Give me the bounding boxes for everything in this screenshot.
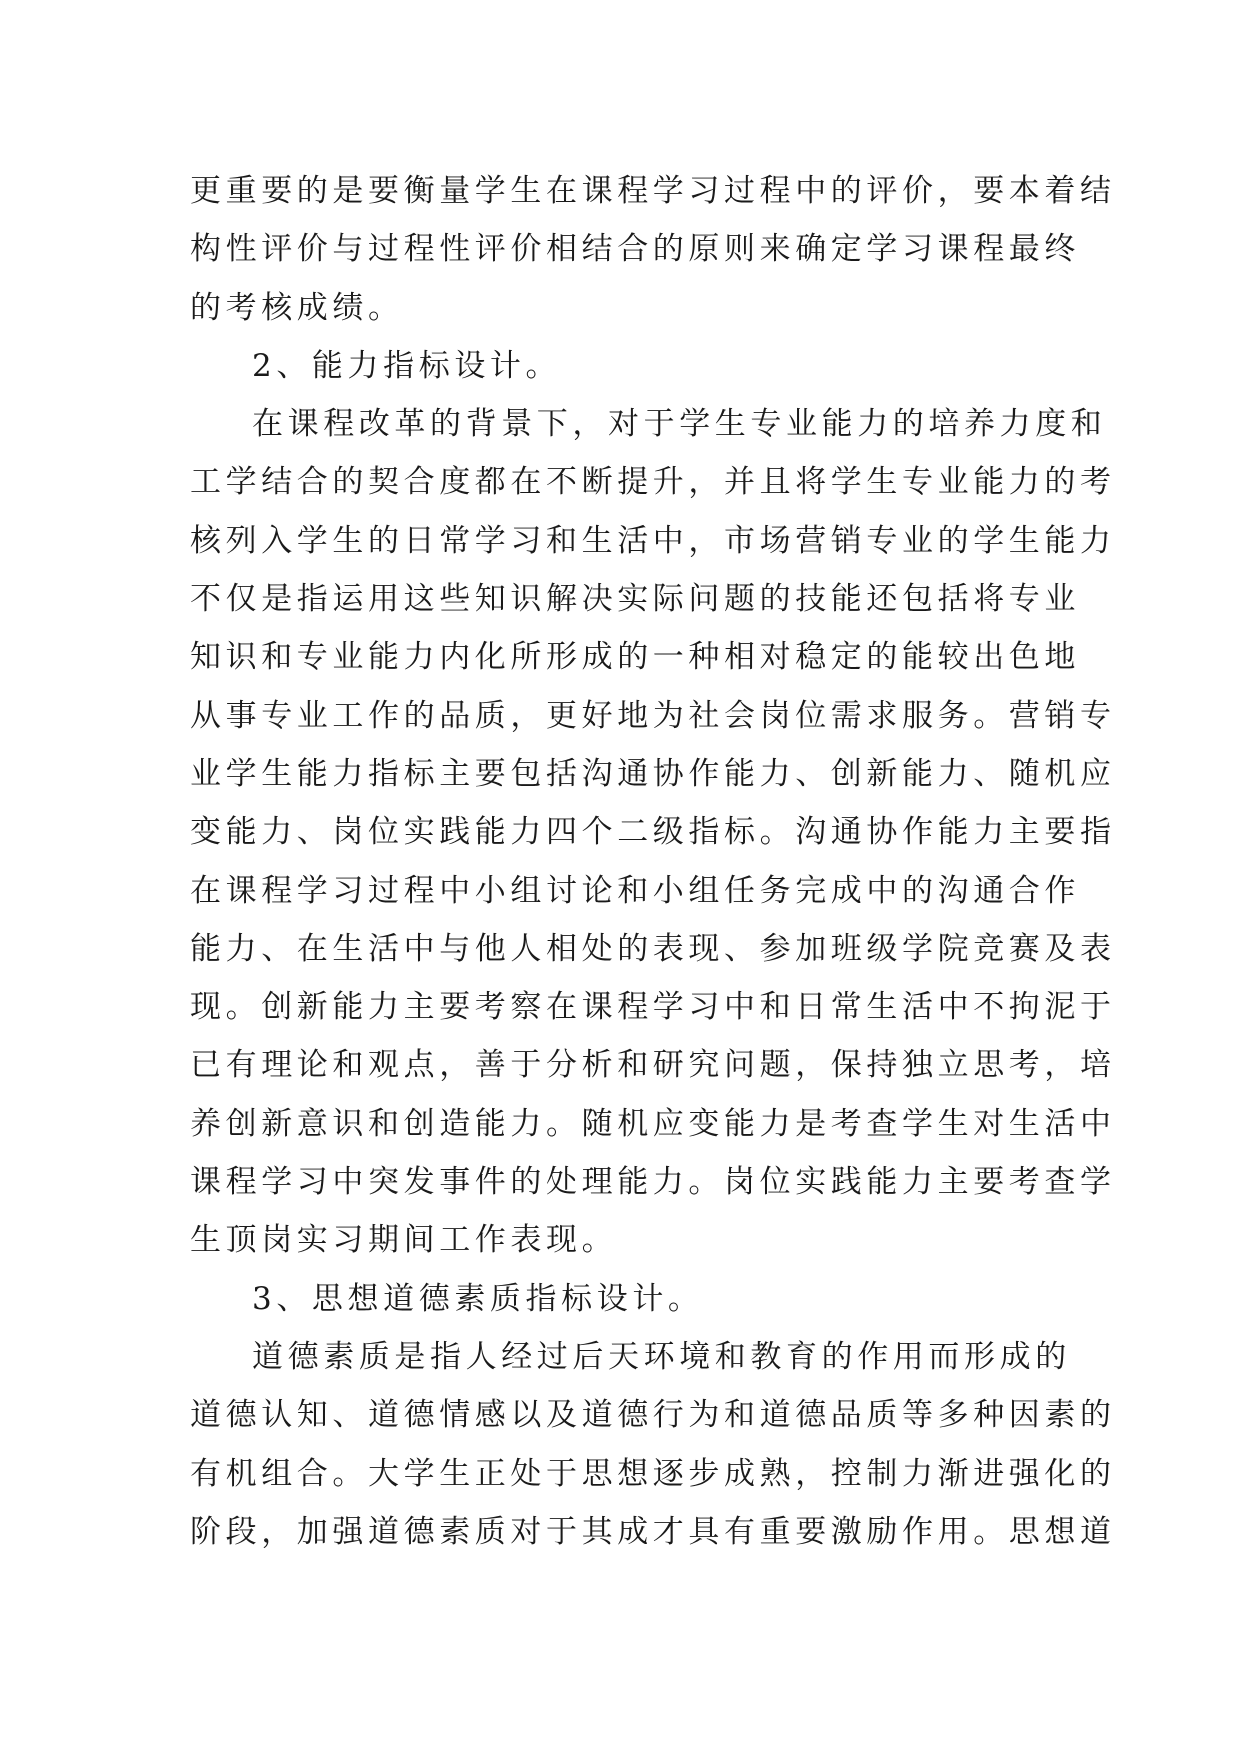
text-line: 变能力、岗位实践能力四个二级指标。沟通协作能力主要指 bbox=[190, 814, 1116, 851]
text-line: 更重要的是要衡量学生在课程学习过程中的评价，要本着结 bbox=[190, 173, 1116, 209]
text-line: 课程学习中突发事件的处理能力。岗位实践能力主要考查学 bbox=[190, 1164, 1116, 1201]
text-line: 道德认知、道德情感以及道德行为和道德品质等多种因素的 bbox=[190, 1397, 1116, 1434]
text-line: 知识和专业能力内化所形成的一种相对稳定的能较出色地 bbox=[190, 639, 1080, 676]
text-line: 不仅是指运用这些知识解决实际问题的技能还包括将专业 bbox=[190, 581, 1080, 618]
text-line: 生顶岗实习期间工作表现。 bbox=[190, 1222, 618, 1259]
text-line: 道德素质是指人经过后天环境和教育的作用而形成的 bbox=[252, 1338, 1071, 1375]
section-heading: 3、思想道德素质指标设计。 bbox=[252, 1280, 704, 1317]
section-heading: 2、能力指标设计。 bbox=[252, 347, 562, 384]
text-line: 从事专业工作的品质，更好地为社会岗位需求服务。营销专 bbox=[190, 697, 1116, 734]
text-line: 核列入学生的日常学习和生活中，市场营销专业的学生能力 bbox=[190, 522, 1116, 559]
text-line: 养创新意识和创造能力。随机应变能力是考查学生对生活中 bbox=[190, 1105, 1116, 1142]
text-line: 能力、在生活中与他人相处的表现、参加班级学院竞赛及表 bbox=[190, 930, 1116, 967]
text-line: 阶段，加强道德素质对于其成才具有重要激励作用。思想道 bbox=[190, 1513, 1116, 1550]
text-line: 有机组合。大学生正处于思想逐步成熟，控制力渐进强化的 bbox=[190, 1455, 1116, 1492]
text-line: 工学结合的契合度都在不断提升，并且将学生专业能力的考 bbox=[190, 464, 1116, 501]
text-line: 在课程改革的背景下，对于学生专业能力的培养力度和 bbox=[252, 406, 1107, 443]
text-line: 的考核成绩。 bbox=[190, 289, 404, 326]
text-line: 在课程学习过程中小组讨论和小组任务完成中的沟通合作 bbox=[190, 872, 1080, 909]
text-line: 构性评价与过程性评价相结合的原则来确定学习课程最终 bbox=[190, 231, 1080, 268]
text-line: 业学生能力指标主要包括沟通协作能力、创新能力、随机应 bbox=[190, 755, 1116, 792]
body-text bbox=[190, 162, 1116, 1561]
text-line: 已有理论和观点，善于分析和研究问题，保持独立思考，培 bbox=[190, 1047, 1116, 1084]
text-line: 现。创新能力主要考察在课程学习中和日常生活中不拘泥于 bbox=[190, 989, 1116, 1026]
